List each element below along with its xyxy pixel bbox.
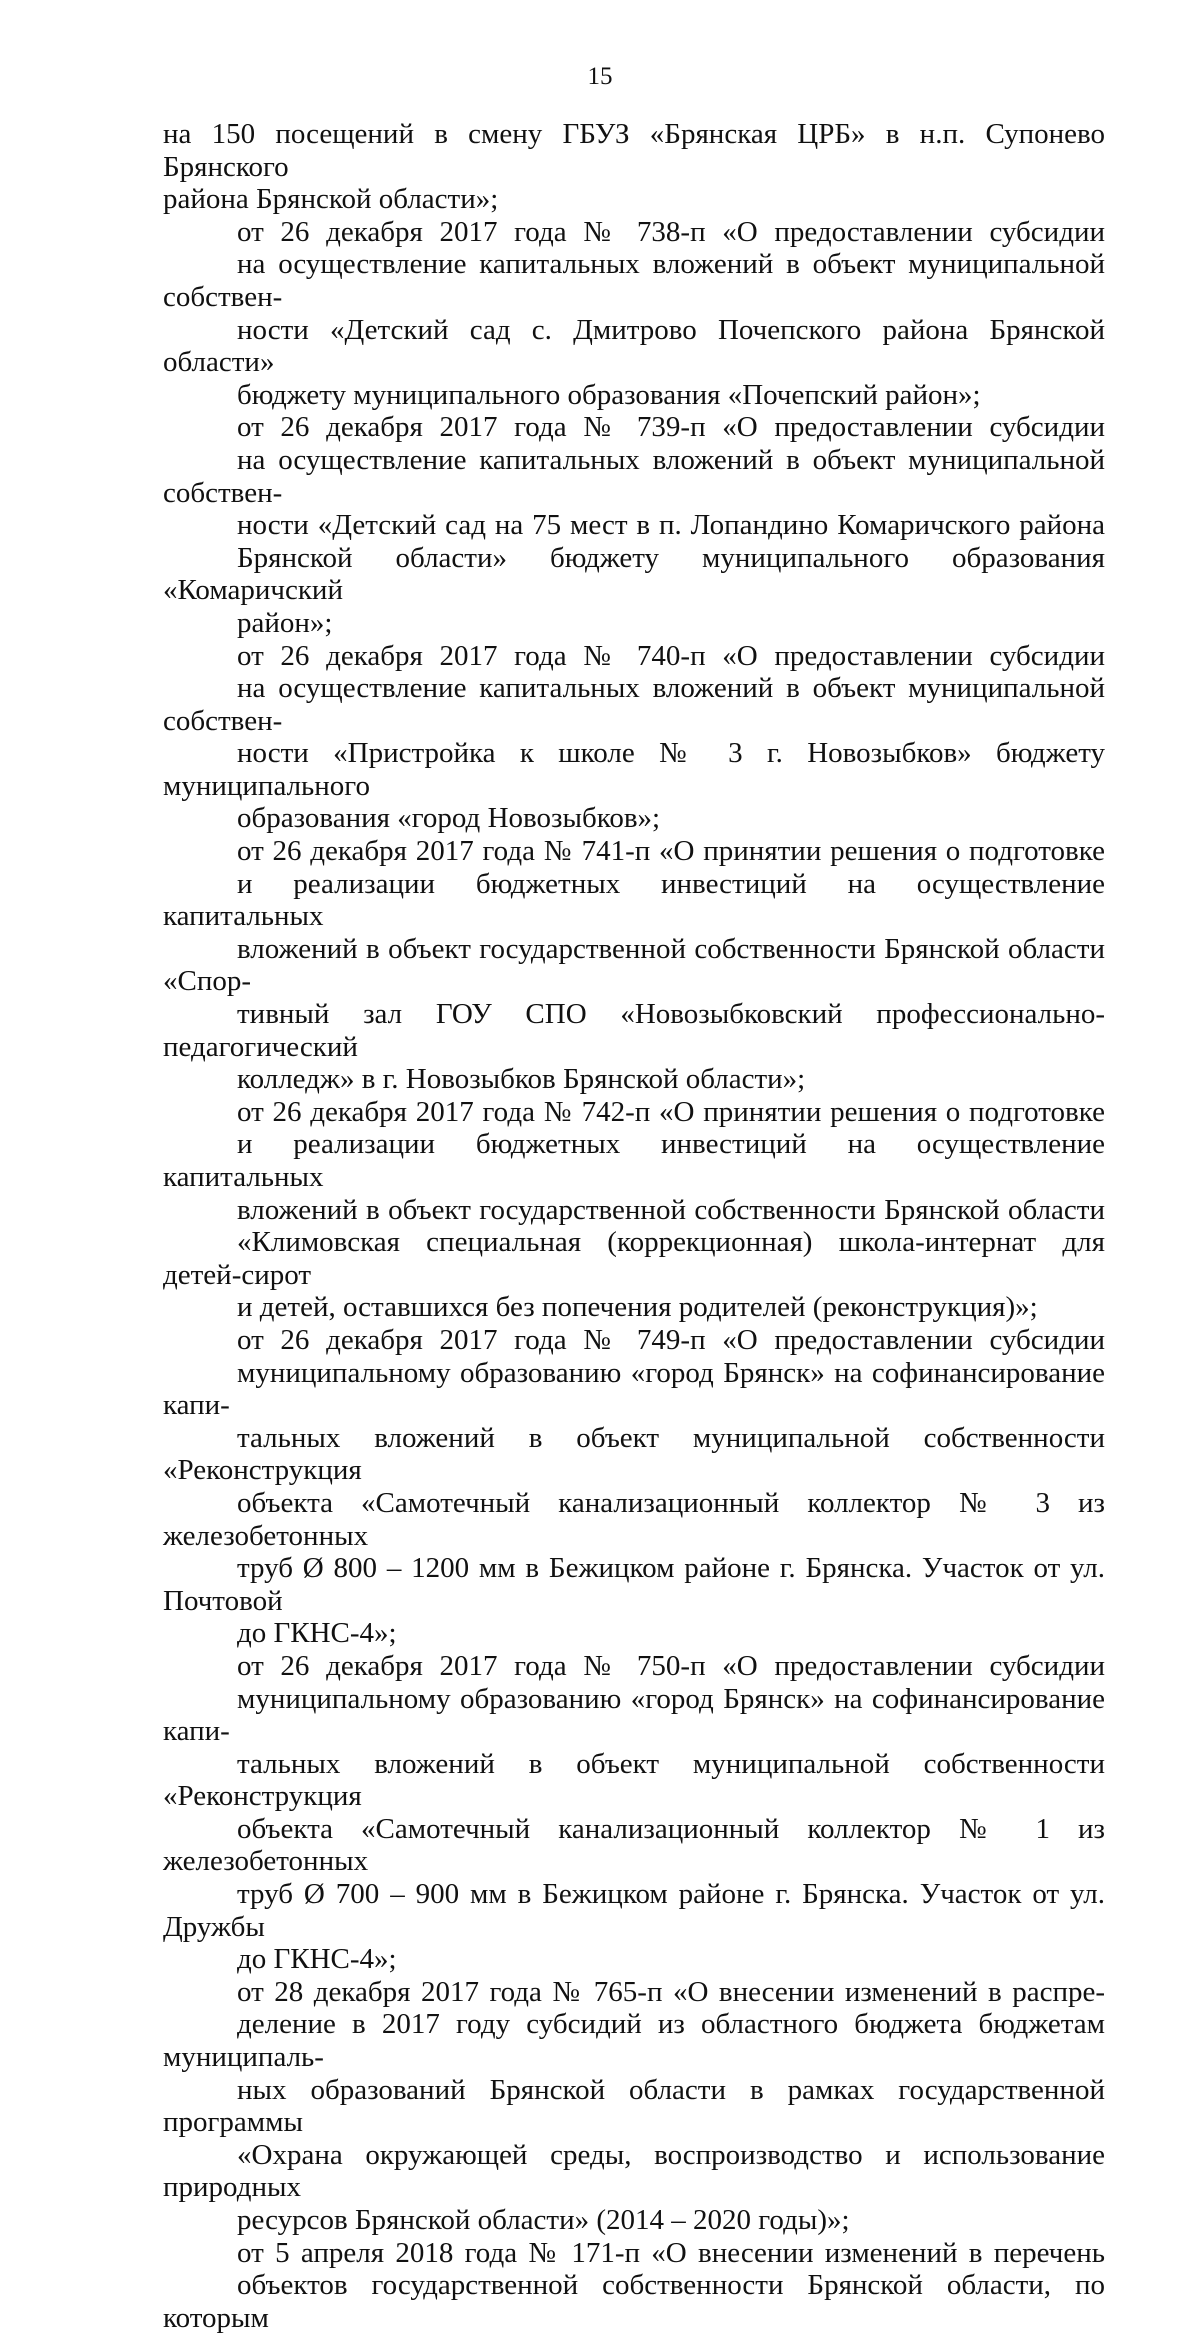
text-line: район»; — [237, 606, 333, 639]
text-line: объекта «Самотечный канализационный коллектор № 1 из железобетонных — [163, 1812, 1105, 1878]
text-line: труб Ø 700 – 900 мм в Бежицком районе г. Брянска. Участок от ул. Дружбы — [163, 1878, 1105, 1943]
text-line: от 26 декабря 2017 года № 741-п «О принятии решения о подготовке — [237, 835, 1105, 868]
text-line: тальных вложений в объект муниципальной собственности «Реконструкция — [163, 1421, 1105, 1487]
text-line: образования «город Новозыбков»; — [237, 802, 661, 835]
text-line: от 5 апреля 2018 года № 171-п «О внесении изменений в перечень — [237, 2236, 1105, 2269]
text-line: от 26 декабря 2017 года № 740-п «О предоставлении субсидии — [237, 639, 1105, 672]
document-paragraph — [163, 2237, 1105, 2334]
text-line: ности «Детский сад с. Дмитрово Почепского района Брянской области» — [163, 313, 1105, 379]
document-body — [163, 118, 1105, 2334]
document-paragraph — [163, 411, 1105, 639]
text-line: вложений в объект государственной собственности Брянской области «Спор- — [163, 932, 1105, 998]
document-paragraph — [163, 1324, 1105, 1650]
text-line: ности «Детский сад на 75 мест в п. Лопандино Комаричского района — [237, 509, 1105, 542]
document-paragraph — [163, 118, 1105, 216]
text-line: Брянской области» бюджету муниципального образования «Комаричский — [163, 541, 1105, 607]
text-line: и реализации бюджетных инвестиций на осуществление капитальных — [163, 867, 1105, 933]
text-line: от 26 декабря 2017 года № 750-п «О предоставлении субсидии — [237, 1649, 1105, 1682]
text-line: до ГКНС-4»; — [237, 1617, 397, 1650]
text-line: объектов государственной собственности Брянской области, по которым — [163, 2269, 1105, 2334]
text-line: ресурсов Брянской области» (2014 – 2020 годы)»; — [237, 2204, 850, 2236]
text-line: до ГКНС-4»; — [237, 1943, 397, 1976]
text-line: труб Ø 800 – 1200 мм в Бежицком районе г. Брянска. Участок от ул. Почтовой — [163, 1552, 1105, 1617]
text-line: «Климовская специальная (коррекционная) школа-интернат для детей-сирот — [163, 1226, 1105, 1291]
text-line: «Охрана окружающей среды, воспроизводство и использование природных — [163, 2138, 1105, 2204]
text-line: ных образований Брянской области в рамках государственной программы — [163, 2073, 1105, 2139]
text-line: вложений в объект государственной собственности Брянской области — [237, 1193, 1105, 1226]
text-line: от 26 декабря 2017 года № 742-п «О принятии решения о подготовке — [237, 1095, 1105, 1128]
text-line: бюджету муниципального образования «Почепский район»; — [237, 378, 981, 411]
text-line: и детей, оставшихся без попечения родителей (реконструкция)»; — [237, 1291, 1038, 1324]
text-line: колледж» в г. Новозыбков Брянской области»; — [237, 1063, 806, 1096]
text-line: на 150 посещений в смену ГБУЗ «Брянская ЦРБ» в н.п. Супонево Брянского — [163, 118, 1105, 183]
text-line: от 26 декабря 2017 года № 749-п «О предоставлении субсидии — [237, 1323, 1105, 1356]
text-line: района Брянской области»; — [163, 183, 499, 216]
text-line: от 28 декабря 2017 года № 765-п «О внесении изменений в распре- — [237, 1975, 1105, 2008]
document-paragraph — [163, 640, 1105, 836]
text-line: муниципальному образованию «город Брянск» на софинансирование капи- — [163, 1682, 1105, 1748]
text-line: тивный зал ГОУ СПО «Новозыбковский профессионально-педагогический — [163, 998, 1105, 1063]
text-line: тальных вложений в объект муниципальной собственности «Реконструкция — [163, 1747, 1105, 1813]
text-line: на осуществление капитальных вложений в объект муниципальной собствен- — [163, 248, 1105, 313]
document-paragraph — [163, 1096, 1105, 1324]
text-line: объекта «Самотечный канализационный коллектор № 3 из железобетонных — [163, 1486, 1105, 1552]
page-number: 15 — [587, 63, 613, 90]
text-line: и реализации бюджетных инвестиций на осуществление капитальных — [163, 1128, 1105, 1193]
text-line: от 26 декабря 2017 года № 738-п «О предоставлении субсидии — [237, 215, 1105, 248]
document-paragraph — [163, 1650, 1105, 1976]
document-paragraph — [163, 835, 1105, 1096]
text-line: деление в 2017 году субсидий из областного бюджета бюджетам муниципаль- — [163, 2008, 1105, 2074]
text-line: от 26 декабря 2017 года № 739-п «О предоставлении субсидии — [237, 411, 1105, 444]
text-line: на осуществление капитальных вложений в объект муниципальной собствен- — [163, 443, 1105, 509]
document-paragraph — [163, 216, 1105, 412]
text-line: ности «Пристройка к школе № 3 г. Новозыбков» бюджету муниципального — [163, 737, 1105, 802]
text-line: на осуществление капитальных вложений в объект муниципальной собствен- — [163, 672, 1105, 737]
text-line: муниципальному образованию «город Брянск» на софинансирование капи- — [163, 1356, 1105, 1422]
document-paragraph — [163, 1976, 1105, 2237]
